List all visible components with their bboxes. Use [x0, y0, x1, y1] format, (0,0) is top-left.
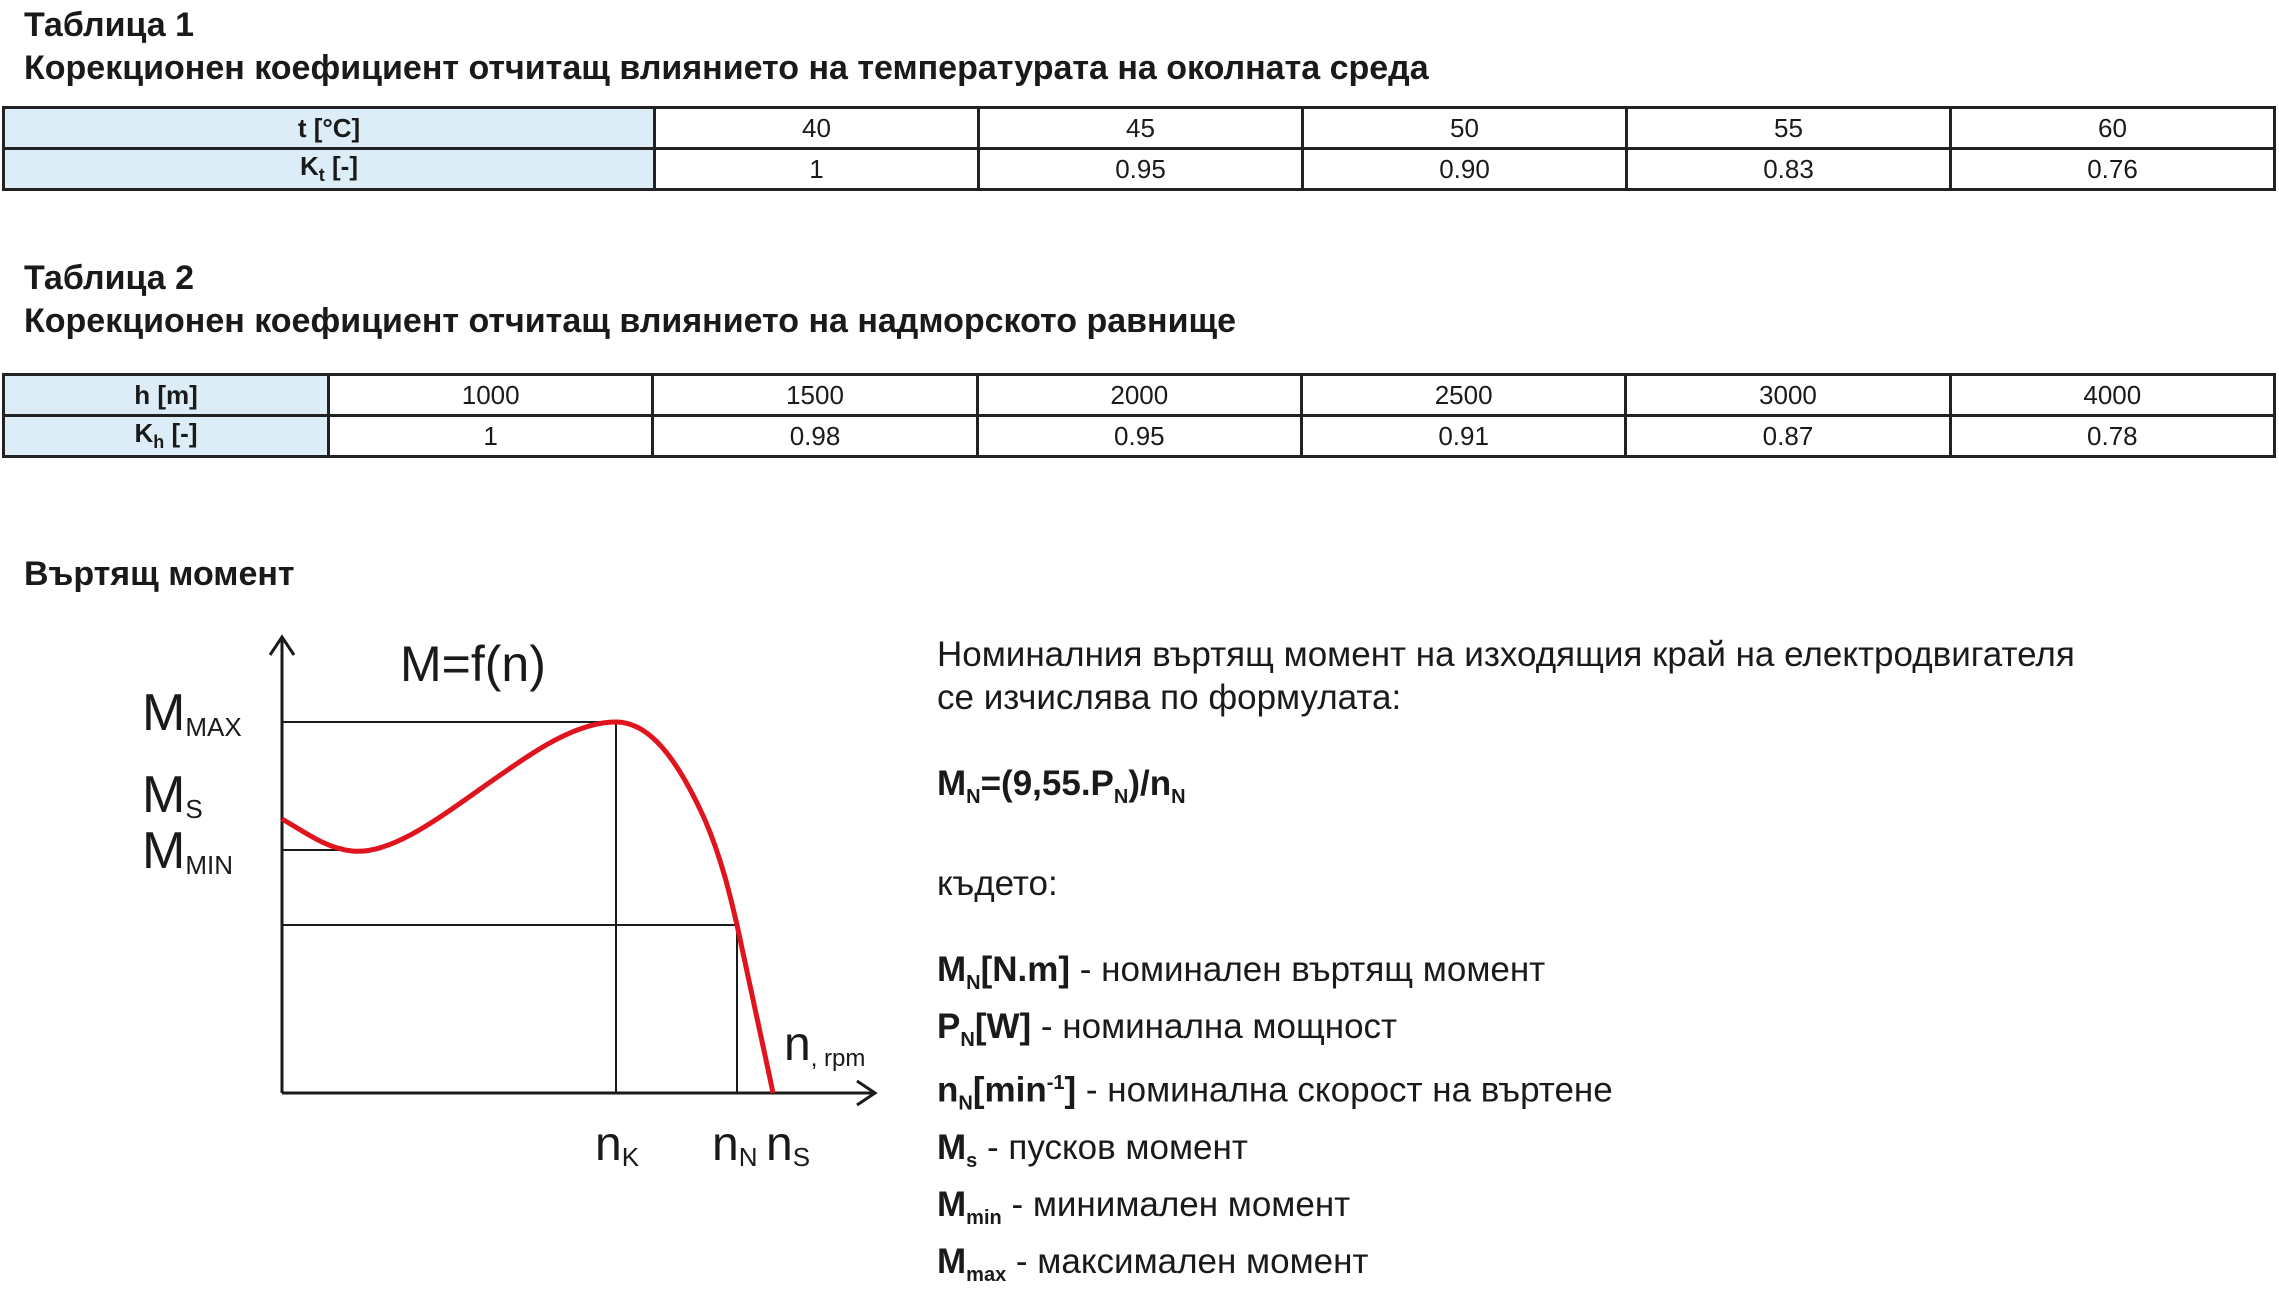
row-header-altitude: h [m] [4, 375, 329, 416]
table1-subtitle: Корекционен коефициент отчитащ влиянието на температурата на околната среда [24, 49, 1429, 87]
table-cell: 2000 [977, 375, 1301, 416]
kh-symbol: K [134, 418, 154, 449]
table-row [4, 375, 2275, 416]
list-item: $M_{max}$ - максимален момент [937, 1241, 1369, 1286]
kh-subscript: h [153, 432, 165, 453]
table-cell: 1 [329, 416, 653, 457]
row-header-kh [4, 416, 329, 457]
kt-symbol: K [300, 151, 319, 182]
table-cell: 0.98 [653, 416, 977, 457]
torque-speed-chart [0, 600, 910, 1175]
table-cell: 1500 [653, 375, 977, 416]
table-cell: 2500 [1301, 375, 1625, 416]
table-cell: 0.95 [977, 416, 1301, 457]
list-item: $P_N[W]$ - номинална мощност [937, 1007, 1398, 1051]
intro-line-1: Номиналния въртящ момент на изходящия край на електродвигателя [937, 635, 2075, 674]
table-row [4, 108, 2275, 149]
n-s-label: nS [766, 1118, 811, 1172]
where-label: където: [937, 864, 1058, 903]
table-cell: 40 [655, 108, 979, 149]
table-cell: 0.83 [1627, 149, 1951, 190]
x-axis-label: n, rpm [784, 1018, 866, 1072]
m-max-label: MMAX [142, 684, 242, 742]
table-cell: 55 [1627, 108, 1951, 149]
table1-title: Таблица 1 [24, 6, 195, 44]
torque-description [937, 633, 2257, 1297]
table-cell: 1 [655, 149, 979, 190]
n-n-label: nN [712, 1118, 758, 1172]
table-cell: 0.78 [1950, 416, 2274, 457]
kh-unit: [-] [164, 418, 198, 449]
intro-line-2: се изчислява по формулата: [937, 678, 1402, 717]
row-header-kt [4, 149, 655, 190]
list-item: $M_{min}$ - минимален момент [937, 1184, 1351, 1229]
table-cell: 1000 [329, 375, 653, 416]
table-cell: 50 [1303, 108, 1627, 149]
table-cell: 60 [1951, 108, 2275, 149]
definitions-list [937, 948, 2257, 1297]
table-cell: 0.76 [1951, 149, 2275, 190]
row-header-temperature: t [°C] [4, 108, 655, 149]
m-min-label: MMIN [142, 822, 233, 880]
table-cell: 0.87 [1626, 416, 1950, 457]
list-item: $n_N[\min^{-1}]$ - номинална скорост на въртене [937, 1070, 1613, 1115]
table-cell: 0.90 [1303, 149, 1627, 190]
list-item: $M_N[N.m]$ - номинален въртящ момент [937, 950, 1546, 994]
table2-title: Таблица 2 [24, 259, 195, 297]
table-row [4, 149, 2275, 190]
table-cell: 0.91 [1301, 416, 1625, 457]
list-item: $M_s$ - пусков момент [937, 1127, 1248, 1172]
temperature-table [2, 106, 2276, 191]
kt-subscript: t [318, 165, 325, 186]
torque-formula: $M_N=(9,55.P_N)/n_N$ [937, 764, 1186, 808]
kt-unit: [-] [324, 151, 358, 182]
torque-title: Въртящ момент [24, 555, 295, 593]
table2-subtitle: Корекционен коефициент отчитащ влиянието на надморското равнище [24, 302, 1237, 340]
table-cell: 0.95 [979, 149, 1303, 190]
n-k-label: nK [595, 1118, 640, 1172]
altitude-table [2, 373, 2276, 458]
chart-title: M=f(n) [400, 636, 546, 692]
table-cell: 4000 [1950, 375, 2274, 416]
table-row [4, 416, 2275, 457]
table-cell: 3000 [1626, 375, 1950, 416]
table-cell: 45 [979, 108, 1303, 149]
torque-curve [282, 722, 773, 1093]
m-s-label: MS [142, 766, 203, 824]
